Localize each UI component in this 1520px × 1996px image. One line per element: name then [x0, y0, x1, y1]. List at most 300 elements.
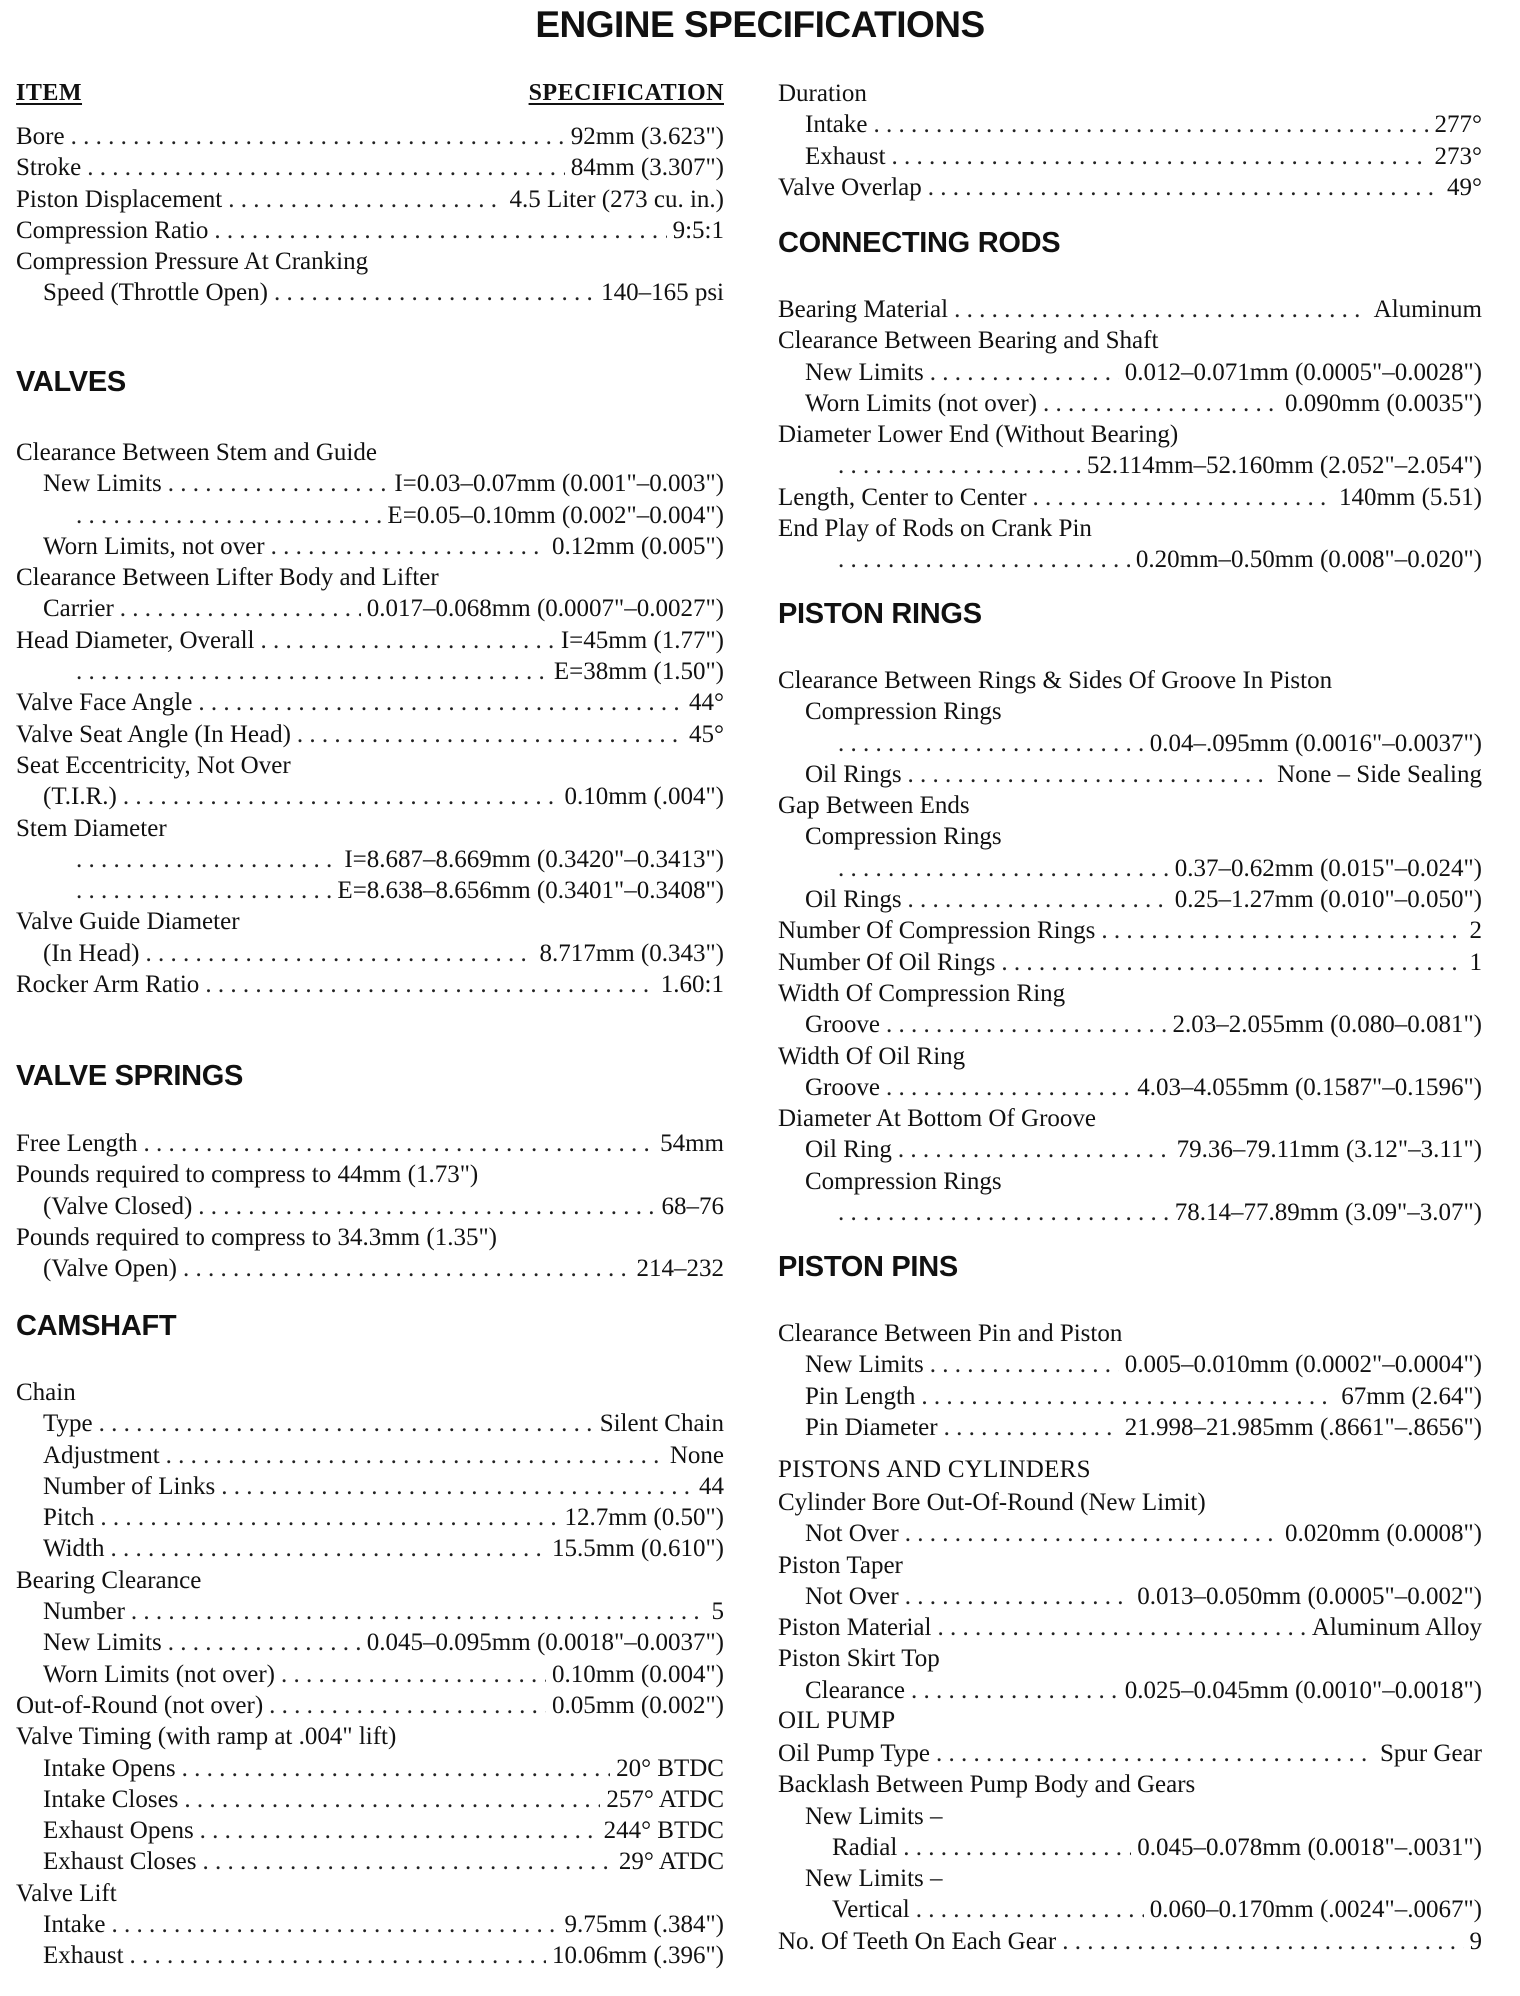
spec-row	[778, 109, 1482, 140]
pistons-cylinders-spec-list	[778, 1487, 1482, 1706]
camshaft-heading: CAMSHAFT	[16, 1310, 177, 1342]
leader-dots	[944, 1412, 1119, 1443]
leader-dots	[198, 687, 683, 718]
spec-value: 0.045–0.095mm (0.0018"–0.0037")	[366, 1629, 724, 1657]
spec-row	[16, 1191, 724, 1222]
spec-row	[778, 1769, 1482, 1800]
spec-row	[778, 915, 1482, 946]
spec-row	[778, 1926, 1482, 1957]
spec-row	[16, 1627, 724, 1658]
spec-row	[778, 141, 1482, 172]
spec-value: I=8.687–8.669mm (0.3420"–0.3413")	[344, 845, 724, 873]
spec-label: Valve Face Angle	[16, 689, 193, 717]
spec-row	[778, 947, 1482, 978]
spec-label: Adjustment	[43, 1441, 160, 1469]
spec-label: Free Length	[16, 1130, 138, 1157]
leader-dots	[930, 357, 1119, 388]
spec-row	[778, 790, 1482, 821]
spec-label: New Limits –	[805, 1865, 943, 1893]
leader-dots	[838, 853, 1169, 884]
leader-dots	[221, 1471, 693, 1502]
leader-dots	[131, 1596, 706, 1627]
spec-row	[16, 1909, 724, 1940]
spec-value: 140–165 psi	[601, 279, 724, 307]
spec-row	[778, 1832, 1482, 1863]
spec-label: Radial	[832, 1833, 898, 1861]
spec-row	[16, 1533, 724, 1564]
oil-pump-heading: OIL PUMP	[778, 1707, 896, 1734]
spec-label: Piston Material	[778, 1614, 932, 1642]
spec-label: Oil Rings	[805, 886, 902, 914]
spec-label: Duration	[778, 80, 867, 107]
spec-row	[16, 152, 724, 183]
spec-value: 0.017–0.068mm (0.0007"–0.0027")	[366, 595, 724, 623]
spec-label: Bore	[16, 123, 65, 150]
spec-row	[16, 750, 724, 781]
spec-row	[778, 419, 1482, 450]
spec-label: Intake	[805, 111, 868, 139]
camshaft-spec-list	[16, 1377, 724, 1972]
spec-row	[778, 665, 1482, 696]
spec-row	[778, 1166, 1482, 1197]
duration-spec-list	[778, 78, 1482, 203]
spec-value: 8.717mm (0.343")	[539, 939, 724, 967]
spec-row	[16, 1502, 724, 1533]
spec-label: Exhaust Opens	[43, 1817, 194, 1845]
spec-row	[16, 1784, 724, 1815]
spec-row	[778, 1349, 1482, 1380]
spec-value: 45°	[689, 720, 724, 748]
spec-label: New Limits	[805, 358, 924, 386]
spec-label: End Play of Rods on Crank Pin	[778, 515, 1092, 543]
leader-dots	[166, 1440, 664, 1471]
spec-label: New Limits	[43, 1629, 162, 1657]
spec-value: 15.5mm (0.610")	[552, 1535, 724, 1563]
spec-label: Groove	[805, 1011, 880, 1039]
spec-value: 68–76	[661, 1192, 724, 1220]
leader-dots	[898, 1134, 1171, 1165]
spec-row	[16, 1159, 724, 1190]
leader-dots	[120, 593, 361, 624]
spec-value: 29° ATDC	[618, 1848, 724, 1876]
spec-row	[16, 1565, 724, 1596]
spec-label: Carrier	[43, 595, 114, 623]
leader-dots	[100, 1502, 558, 1533]
spec-label: Oil Rings	[805, 760, 902, 788]
leader-dots	[76, 844, 338, 875]
spec-row	[16, 562, 724, 593]
spec-value: 0.025–0.045mm (0.0010"–0.0018")	[1124, 1676, 1482, 1704]
spec-row	[16, 277, 724, 308]
spec-label: Not Over	[805, 1520, 899, 1548]
specification-column-header: SPECIFICATION	[528, 80, 724, 106]
spec-row	[16, 1253, 724, 1284]
spec-row	[778, 1197, 1482, 1228]
spec-row	[778, 1581, 1482, 1612]
spec-value: 0.25–1.27mm (0.010"–0.050")	[1174, 886, 1482, 914]
spec-value: 1.60:1	[660, 971, 724, 999]
spec-label: Piston Taper	[778, 1551, 903, 1579]
spec-row	[778, 78, 1482, 109]
spec-value: 2.03–2.055mm (0.080–0.081")	[1172, 1011, 1482, 1039]
spec-row	[16, 1596, 724, 1627]
piston-rings-spec-list	[778, 665, 1482, 1228]
leader-dots	[123, 781, 559, 812]
leader-dots	[838, 450, 1081, 481]
spec-row	[16, 1690, 724, 1721]
spec-row	[16, 813, 724, 844]
spec-label: Worn Limits (not over)	[43, 1660, 275, 1688]
spec-row	[778, 728, 1482, 759]
spec-row	[778, 482, 1482, 513]
leader-dots	[838, 728, 1144, 759]
leader-dots	[908, 884, 1169, 915]
leader-dots	[269, 1690, 546, 1721]
spec-label: Intake Closes	[43, 1785, 179, 1813]
spec-row	[16, 1940, 724, 1971]
spec-row	[16, 184, 724, 215]
spec-value: 5	[711, 1598, 724, 1626]
leader-dots	[130, 1940, 546, 1971]
spec-row	[778, 1009, 1482, 1040]
leader-dots	[838, 544, 1130, 575]
spec-value: Aluminum Alloy	[1311, 1614, 1482, 1642]
leader-dots	[214, 215, 666, 246]
spec-label: Chain	[16, 1379, 76, 1406]
spec-value: 4.03–4.055mm (0.1587"–0.1596")	[1137, 1073, 1482, 1101]
spec-value: 79.36–79.11mm (3.12"–3.11")	[1176, 1136, 1482, 1164]
spec-row	[778, 172, 1482, 203]
leader-dots	[937, 1612, 1305, 1643]
leader-dots	[886, 1009, 1167, 1040]
spec-row	[778, 1381, 1482, 1412]
spec-row	[778, 388, 1482, 419]
spec-label: Diameter At Bottom Of Groove	[778, 1105, 1096, 1133]
spec-row	[16, 969, 724, 1000]
spec-label: Exhaust	[805, 142, 886, 170]
spec-label: Intake	[43, 1911, 106, 1939]
leader-dots	[921, 1381, 1335, 1412]
spec-row	[16, 437, 724, 468]
spec-row	[778, 450, 1482, 481]
spec-row	[16, 687, 724, 718]
spec-row	[778, 821, 1482, 852]
spec-label: Bearing Material	[778, 296, 949, 323]
spec-value: 10.06mm (.396")	[552, 1942, 724, 1970]
item-column-header: ITEM	[16, 80, 83, 106]
spec-row	[16, 468, 724, 499]
spec-label: Pin Length	[805, 1382, 916, 1410]
leader-dots	[182, 1753, 610, 1784]
spec-row	[16, 1659, 724, 1690]
spec-row	[16, 246, 724, 277]
page-title: ENGINE SPECIFICATIONS	[535, 4, 985, 45]
leader-dots	[168, 1627, 361, 1658]
leader-dots	[1001, 947, 1463, 978]
leader-dots	[954, 294, 1368, 325]
piston-pins-spec-list	[778, 1318, 1482, 1443]
valves-heading: VALVES	[16, 366, 126, 398]
spec-label: Compression Rings	[805, 823, 1002, 851]
spec-value: 0.10mm (0.004")	[552, 1660, 724, 1688]
leader-dots	[198, 1191, 655, 1222]
leader-dots	[71, 121, 565, 152]
spec-row	[16, 1440, 724, 1471]
spec-row	[778, 1412, 1482, 1443]
spec-value: 0.013–0.050mm (0.0005"–0.002")	[1137, 1582, 1482, 1610]
spec-value: None	[669, 1441, 724, 1469]
leader-dots	[892, 141, 1429, 172]
oil-pump-spec-list	[778, 1738, 1482, 1957]
leader-dots	[145, 938, 533, 969]
spec-value: E=38mm (1.50")	[553, 658, 724, 686]
spec-row	[778, 1518, 1482, 1549]
pistons-cylinders-heading: PISTONS AND CYLINDERS	[778, 1456, 1091, 1483]
spec-row	[16, 625, 724, 656]
spec-value: E=8.638–8.656mm (0.3401"–0.3408")	[337, 877, 724, 905]
spec-value: 0.20mm–0.50mm (0.008"–0.020")	[1135, 546, 1482, 574]
spec-label: Pin Diameter	[805, 1413, 938, 1441]
spec-label: New Limits –	[805, 1802, 943, 1830]
leader-dots	[905, 1518, 1279, 1549]
spec-label: Exhaust	[43, 1942, 124, 1970]
spec-label: Valve Overlap	[778, 173, 922, 201]
leader-dots	[908, 759, 1272, 790]
piston-rings-heading: PISTON RINGS	[778, 598, 982, 630]
spec-value: I=45mm (1.77")	[560, 626, 724, 654]
spec-label: Stroke	[16, 154, 82, 182]
spec-value: 9	[1469, 1927, 1482, 1955]
spec-label: Piston Skirt Top	[778, 1645, 940, 1673]
spec-row	[16, 844, 724, 875]
leader-dots	[838, 1197, 1169, 1228]
spec-row	[16, 593, 724, 624]
spec-row	[778, 1550, 1482, 1581]
spec-value: 0.005–0.010mm (0.0002"–0.0004")	[1124, 1351, 1482, 1379]
spec-row	[778, 1894, 1482, 1925]
spec-row	[778, 759, 1482, 790]
spec-value: 20° BTDC	[616, 1754, 724, 1782]
connecting-rods-spec-list	[778, 294, 1482, 576]
spec-row	[778, 513, 1482, 544]
spec-value: 44°	[689, 689, 724, 717]
spec-row	[778, 1675, 1482, 1706]
spec-label: New Limits	[805, 1351, 924, 1379]
spec-row	[16, 1815, 724, 1846]
spec-label: Exhaust Closes	[43, 1848, 197, 1876]
spec-row	[16, 875, 724, 906]
leader-dots	[297, 719, 683, 750]
spec-label: Compression Pressure At Cranking	[16, 248, 369, 276]
spec-label: Compression Rings	[805, 698, 1002, 726]
spec-row	[16, 1753, 724, 1784]
spec-value: 214–232	[636, 1255, 724, 1283]
leader-dots	[76, 656, 548, 687]
spec-label: Out-of-Round (not over)	[16, 1691, 264, 1719]
spec-value: 244° BTDC	[603, 1817, 724, 1845]
spec-value: None – Side Sealing	[1277, 760, 1482, 788]
leader-dots	[205, 969, 654, 1000]
spec-row	[778, 1072, 1482, 1103]
leader-dots	[916, 1894, 1144, 1925]
spec-value: Spur Gear	[1379, 1740, 1482, 1767]
valve-springs-spec-list	[16, 1128, 724, 1284]
spec-value: 52.114mm–52.160mm (2.052"–2.054")	[1086, 452, 1482, 480]
leader-dots	[200, 1815, 598, 1846]
spec-row	[778, 1643, 1482, 1674]
spec-label: Speed (Throttle Open)	[43, 279, 268, 307]
spec-row	[778, 1801, 1482, 1832]
spec-row	[16, 500, 724, 531]
spec-row	[16, 1222, 724, 1253]
spec-row	[16, 938, 724, 969]
spec-value: 0.060–0.170mm (.0024"–.0067")	[1149, 1896, 1482, 1924]
spec-label: Valve Seat Angle (In Head)	[16, 720, 291, 748]
leader-dots	[111, 1533, 547, 1564]
spec-value: 0.37–0.62mm (0.015"–0.024")	[1174, 854, 1482, 882]
leader-dots	[228, 184, 503, 215]
spec-label: Not Over	[805, 1582, 899, 1610]
leader-dots	[76, 500, 381, 531]
leader-dots	[930, 1349, 1119, 1380]
spec-label: No. Of Teeth On Each Gear	[778, 1927, 1057, 1955]
spec-row	[16, 1408, 724, 1439]
spec-label: Valve Guide Diameter	[16, 908, 240, 936]
leader-dots	[936, 1738, 1374, 1769]
spec-row	[778, 884, 1482, 915]
spec-row	[778, 544, 1482, 575]
spec-value: 49°	[1447, 173, 1482, 201]
spec-label: Stem Diameter	[16, 814, 167, 842]
spec-row	[16, 781, 724, 812]
spec-row	[778, 1318, 1482, 1349]
spec-label: Number of Links	[43, 1472, 216, 1500]
leader-dots	[271, 531, 546, 562]
spec-row	[16, 1878, 724, 1909]
spec-label: Clearance Between Rings & Sides Of Groove In Piston	[778, 667, 1333, 694]
spec-row	[778, 1487, 1482, 1518]
spec-value: 0.045–0.078mm (0.0018"–.0031")	[1137, 1833, 1482, 1861]
general-spec-list	[16, 121, 724, 309]
spec-label: Intake Opens	[43, 1754, 176, 1782]
spec-value: 9:5:1	[672, 216, 724, 244]
spec-value: Aluminum	[1373, 296, 1482, 323]
leader-dots	[911, 1675, 1119, 1706]
spec-value: 0.10mm (.004")	[564, 783, 724, 811]
spec-label: Pounds required to compress to 44mm (1.73")	[16, 1161, 479, 1189]
valve-springs-heading: VALVE SPRINGS	[16, 1060, 244, 1092]
connecting-rods-heading: CONNECTING RODS	[778, 227, 1061, 259]
spec-value: 257° ATDC	[606, 1785, 724, 1813]
spec-label: Oil Ring	[805, 1136, 892, 1164]
spec-row	[778, 1863, 1482, 1894]
spec-row	[16, 121, 724, 152]
spec-label: Diameter Lower End (Without Bearing)	[778, 421, 1179, 449]
spec-value: 67mm (2.64")	[1341, 1382, 1482, 1410]
spec-row	[778, 1041, 1482, 1072]
spec-label: Backlash Between Pump Body and Gears	[778, 1771, 1196, 1799]
piston-pins-heading: PISTON PINS	[778, 1251, 958, 1283]
spec-value: 273°	[1434, 142, 1482, 170]
spec-label: Number Of Compression Rings	[778, 917, 1096, 945]
spec-label: Clearance Between Lifter Body and Lifter	[16, 564, 439, 592]
spec-row	[778, 1738, 1482, 1769]
spec-value: 0.12mm (0.005")	[552, 532, 724, 560]
leader-dots	[202, 1846, 612, 1877]
spec-label: Piston Displacement	[16, 185, 223, 213]
spec-row	[778, 325, 1482, 356]
spec-value: 277°	[1434, 111, 1482, 139]
spec-row	[778, 1103, 1482, 1134]
spec-label: Seat Eccentricity, Not Over	[16, 751, 291, 779]
spec-label: (Valve Open)	[43, 1255, 177, 1283]
spec-value: 1	[1469, 948, 1482, 976]
spec-value: 78.14–77.89mm (3.09"–3.07")	[1174, 1199, 1482, 1227]
spec-row	[16, 719, 724, 750]
leader-dots	[928, 172, 1441, 203]
spec-label: Oil Pump Type	[778, 1740, 930, 1767]
spec-label: Pitch	[43, 1504, 95, 1532]
spec-value: 0.012–0.071mm (0.0005"–0.0028")	[1124, 358, 1482, 386]
spec-label: Pounds required to compress to 34.3mm (1.35")	[16, 1223, 497, 1251]
spec-value: 12.7mm (0.50")	[564, 1504, 724, 1532]
spec-row	[16, 215, 724, 246]
leader-dots	[260, 625, 554, 656]
spec-value: 0.020mm (0.0008")	[1285, 1520, 1482, 1548]
spec-label: Number	[43, 1598, 125, 1626]
leader-dots	[1101, 915, 1463, 946]
leader-dots	[1043, 388, 1279, 419]
leader-dots	[99, 1408, 594, 1439]
spec-row	[778, 696, 1482, 727]
spec-label: (In Head)	[43, 939, 140, 967]
spec-value: 4.5 Liter (273 cu. in.)	[509, 185, 724, 213]
leader-dots	[1062, 1926, 1463, 1957]
leader-dots	[111, 1909, 558, 1940]
spec-label: Type	[43, 1410, 93, 1438]
spec-label: Clearance Between Bearing and Shaft	[778, 327, 1159, 355]
spec-row	[778, 1612, 1482, 1643]
leader-dots	[873, 109, 1428, 140]
spec-row	[16, 656, 724, 687]
spec-row	[778, 853, 1482, 884]
leader-dots	[903, 1832, 1131, 1863]
spec-label: Width	[43, 1535, 105, 1563]
spec-label: (T.I.R.)	[43, 783, 117, 811]
spec-label: Clearance Between Stem and Guide	[16, 439, 377, 466]
spec-value: 0.090mm (0.0035")	[1285, 389, 1482, 417]
spec-row	[778, 1134, 1482, 1165]
leader-dots	[886, 1072, 1131, 1103]
leader-dots	[184, 1784, 600, 1815]
spec-label: Valve Lift	[16, 1879, 117, 1907]
spec-label: Rocker Arm Ratio	[16, 971, 200, 999]
spec-row	[16, 1471, 724, 1502]
spec-label: Valve Timing (with ramp at .004" lift)	[16, 1723, 397, 1751]
spec-label: Head Diameter, Overall	[16, 626, 255, 654]
spec-row	[778, 357, 1482, 388]
valves-spec-list	[16, 437, 724, 1000]
spec-row	[16, 906, 724, 937]
spec-row	[16, 1721, 724, 1752]
spec-value: 44	[699, 1472, 724, 1500]
spec-label: Compression Rings	[805, 1167, 1002, 1195]
spec-row	[16, 531, 724, 562]
spec-row	[778, 294, 1482, 325]
spec-label: Worn Limits, not over	[43, 532, 265, 560]
spec-value: 84mm (3.307")	[570, 154, 724, 182]
spec-label: Clearance	[805, 1676, 905, 1704]
